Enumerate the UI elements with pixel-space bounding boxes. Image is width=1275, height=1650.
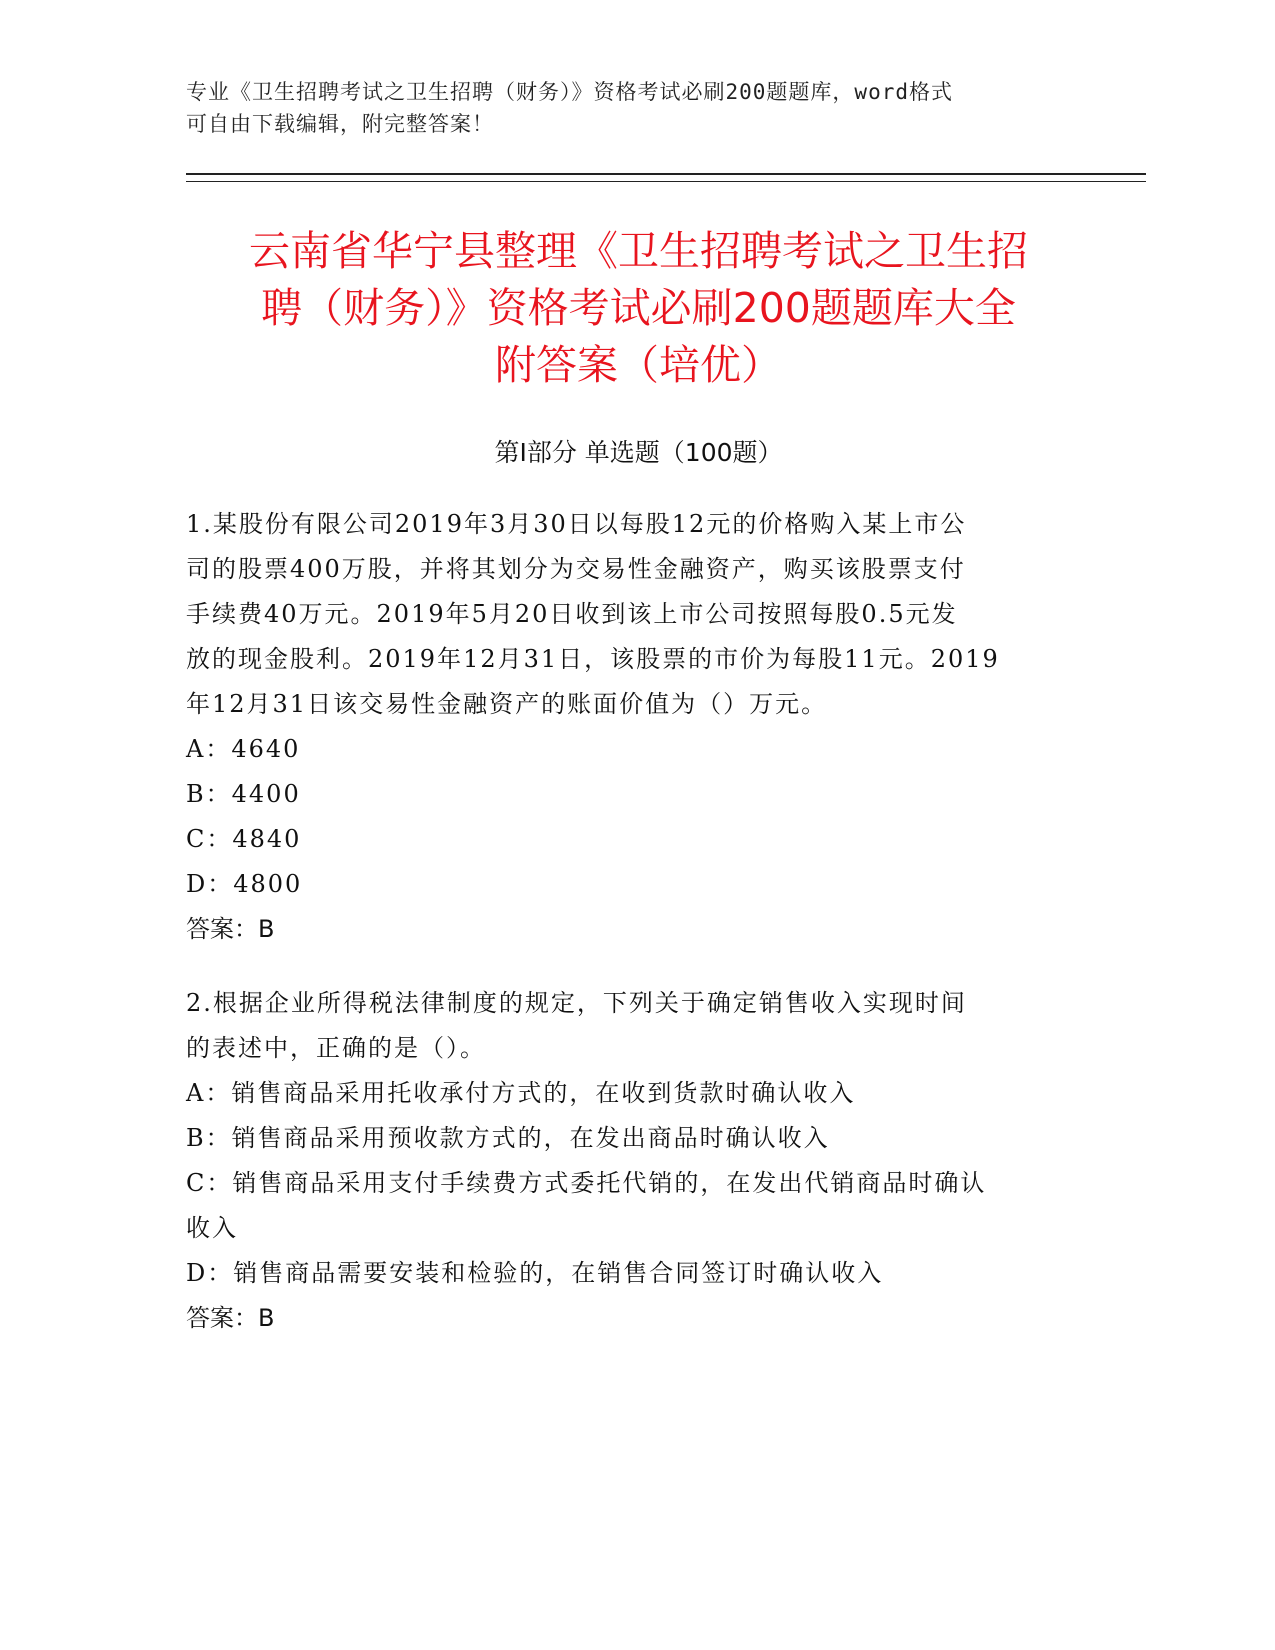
question-stem-line: 2.根据企业所得税法律制度的规定，下列关于确定销售收入实现时间	[186, 989, 967, 1017]
section-heading: 第Ⅰ部分 单选题（100题）	[494, 438, 783, 467]
option-b: B：4400	[186, 780, 301, 808]
option-a: A：4640	[186, 735, 301, 763]
question-stem-line: 1.某股份有限公司2019年3月30日以每股12元的价格购入某上市公	[186, 510, 967, 538]
document-title-line: 聘（财务）》资格考试必刷200题题库大全	[261, 284, 1016, 332]
question-2	[186, 981, 1086, 1341]
option-b: B：销售商品采用预收款方式的，在发出商品时确认收入	[186, 1124, 830, 1152]
header-note-line: 可自由下载编辑，附完整答案！	[186, 112, 494, 136]
answer: 答案：B	[186, 915, 275, 943]
header-divider-thin	[186, 181, 1146, 182]
header-note-line: 专业《卫生招聘考试之卫生招聘（财务）》资格考试必刷200题题库，word格式	[186, 80, 953, 104]
question-stem-line: 司的股票400万股，并将其划分为交易性金融资产，购买该股票支付	[186, 555, 966, 583]
option-c-continued: 收入	[186, 1214, 238, 1242]
question-stem-line: 手续费40万元。2019年5月20日收到该上市公司按照每股0.5元发	[186, 600, 958, 628]
option-c: C：销售商品采用支付手续费方式委托代销的，在发出代销商品时确认	[186, 1169, 987, 1197]
option-d: D：4800	[186, 870, 303, 898]
question-stem-line: 年12月31日该交易性金融资产的账面价值为（）万元。	[186, 690, 828, 718]
document-title	[186, 223, 1091, 394]
option-c: C：4840	[186, 825, 302, 853]
header-divider-thick	[186, 173, 1146, 175]
answer: 答案：B	[186, 1304, 275, 1332]
option-d: D：销售商品需要安装和检验的，在销售合同签订时确认收入	[186, 1259, 884, 1287]
question-stem-line: 的表述中，正确的是（）。	[186, 1034, 486, 1062]
question-stem	[186, 502, 1086, 727]
question-stem-line: 放的现金股利。2019年12月31日，该股票的市价为每股11元。2019	[186, 645, 1000, 673]
header-note	[186, 76, 1066, 140]
option-a: A：销售商品采用托收承付方式的，在收到货款时确认收入	[186, 1079, 856, 1107]
document-title-line: 云南省华宁县整理《卫生招聘考试之卫生招	[249, 227, 1028, 275]
question-1	[186, 502, 1086, 952]
document-title-line: 附答案（培优）	[495, 341, 782, 389]
question-stem	[186, 981, 1086, 1071]
